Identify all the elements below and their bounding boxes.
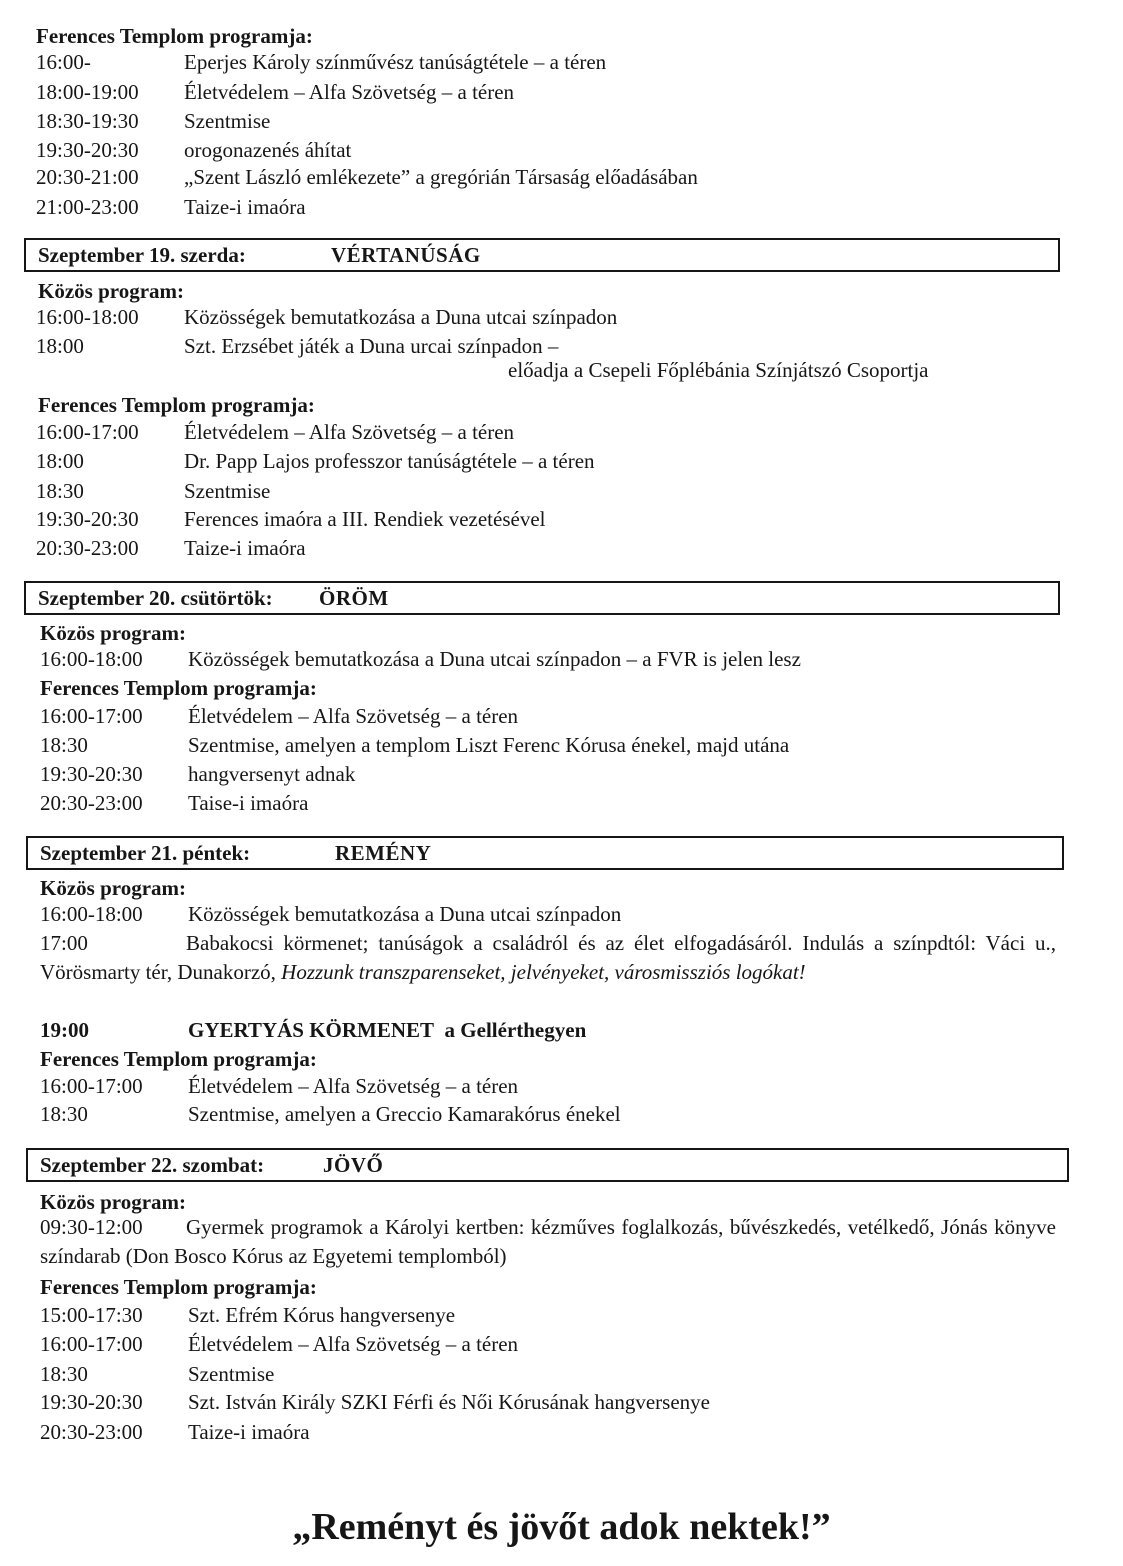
time: 19:30-20:30 (36, 138, 139, 162)
time: 17:00 (40, 931, 88, 955)
time: 21:00-23:00 (36, 195, 139, 219)
desc: Életvédelem – Alfa Szövetség – a téren (188, 1074, 519, 1098)
time: 18:30 (36, 479, 84, 503)
ferences-header: Ferences Templom programja: (40, 676, 317, 700)
desc: Ferences imaóra a III. Rendiek vezetésével (184, 507, 546, 531)
time: 18:30 (40, 733, 88, 757)
list-item-paragraph (40, 1213, 1056, 1271)
desc-italic: Hozzunk transzparenseket, jelvényeket, városmissziós logókat! (281, 960, 806, 984)
day-name: Szeptember 19. szerda: (38, 243, 246, 267)
day-name: Szeptember 21. péntek: (40, 841, 251, 865)
time: 18:00 (36, 449, 84, 473)
desc: Szentmise (184, 109, 271, 133)
time: 19:00 (40, 1018, 89, 1042)
desc: Szt. Erzsébet játék a Duna urcai színpadon – (184, 334, 559, 358)
desc: Szentmise (184, 479, 271, 503)
day-header-20 (24, 581, 1060, 615)
desc: Szt. István Király SZKI Férfi és Női Kórusának hangversenye (188, 1390, 710, 1414)
day-name: Szeptember 20. csütörtök: (38, 586, 273, 610)
desc: Taise-i imaóra (188, 791, 309, 815)
desc: Eperjes Károly színművész tanúságtétele – a téren (184, 50, 607, 74)
desc: Dr. Papp Lajos professzor tanúságtétele – a téren (184, 449, 595, 473)
time: 20:30-23:00 (36, 536, 139, 560)
ferences-header: Ferences Templom programja: (38, 393, 315, 417)
desc: Életvédelem – Alfa Szövetség – a téren (184, 420, 515, 444)
time: 18:30-19:30 (36, 109, 139, 133)
time: 18:00 (36, 334, 84, 358)
motto: „Reményt és jövőt adok nektek!” (292, 1506, 831, 1548)
desc: Szt. Efrém Kórus hangversenye (188, 1303, 456, 1327)
common-header: Közös program: (40, 1190, 187, 1214)
time: 19:30-20:30 (40, 1390, 143, 1414)
day-header-22 (26, 1148, 1069, 1182)
desc: Szentmise (188, 1362, 275, 1386)
desc: Gyermek programok a Károlyi kertben: kézműves foglalkozás, bűvészkedés, vetélkedő, Jónás könyve színdarab (Don Bosco Kórus az Egyetemi templomból) (40, 1215, 1056, 1268)
time: 16:00-18:00 (40, 902, 143, 926)
time: 20:30-23:00 (40, 791, 143, 815)
desc (188, 1016, 586, 1044)
time: 16:00-18:00 (40, 647, 143, 671)
time: 16:00-17:00 (40, 1074, 143, 1098)
day-header-19 (24, 238, 1060, 272)
desc: Életvédelem – Alfa Szövetség – a téren (188, 1332, 519, 1356)
common-header: Közös program: (40, 876, 187, 900)
time: 09:30-12:00 (40, 1215, 143, 1239)
time: 19:30-20:30 (40, 762, 143, 786)
desc: Életvédelem – Alfa Szövetség – a téren (184, 80, 515, 104)
desc: Szentmise, amelyen a templom Liszt Ferenc Kórusa énekel, majd utána (188, 733, 790, 757)
common-header: Közös program: (38, 279, 185, 303)
time: 16:00- (36, 50, 91, 74)
list-item-paragraph (40, 929, 1056, 987)
desc: Közösségek bemutatkozása a Duna utcai színpadon (188, 902, 622, 926)
time: 18:30 (40, 1362, 88, 1386)
common-header: Közös program: (40, 621, 187, 645)
day-theme: REMÉNY (335, 841, 432, 865)
time: 19:30-20:30 (36, 507, 139, 531)
time: 16:00-17:00 (36, 420, 139, 444)
day-theme: VÉRTANÚSÁG (331, 243, 481, 267)
desc-rest: a Gellérthegyen (444, 1018, 587, 1042)
desc: Életvédelem – Alfa Szövetség – a téren (188, 704, 519, 728)
desc: orogonazenés áhítat (184, 138, 352, 162)
time: 20:30-21:00 (36, 165, 139, 189)
time: 16:00-17:00 (40, 704, 143, 728)
ferences-header: Ferences Templom programja: (36, 24, 313, 48)
time: 20:30-23:00 (40, 1420, 143, 1444)
ferences-header: Ferences Templom programja: (40, 1275, 317, 1299)
time: 15:00-17:30 (40, 1303, 143, 1327)
day-header-21 (26, 836, 1064, 870)
day-theme: JÖVŐ (323, 1153, 384, 1177)
time: 16:00-17:00 (40, 1332, 143, 1356)
desc: Szentmise, amelyen a Greccio Kamarakórus énekel (188, 1102, 621, 1126)
desc: Taize-i imaóra (184, 536, 306, 560)
desc-bold: GYERTYÁS KÖRMENET (188, 1018, 435, 1042)
desc: Taize-i imaóra (184, 195, 306, 219)
list-item-continuation: előadja a Csepeli Főplébánia Színjátszó Csoportja (508, 358, 929, 382)
desc: Közösségek bemutatkozása a Duna utcai színpadon (184, 305, 618, 329)
time: 16:00-18:00 (36, 305, 139, 329)
day-name: Szeptember 22. szombat: (40, 1153, 265, 1177)
time: 18:30 (40, 1102, 88, 1126)
ferences-header: Ferences Templom programja: (40, 1047, 317, 1071)
desc: hangversenyt adnak (188, 762, 356, 786)
day-theme: ÖRÖM (319, 586, 389, 610)
time: 18:00-19:00 (36, 80, 139, 104)
desc: Babakocsi körmenet; tanúságok a családról és az élet elfogadásáról. Indulás a színpdtól: Váci u., Vörösmarty tér, Dunakorzó, (40, 931, 1056, 984)
desc: „Szent László emlékezete” a gregórián Társaság előadásában (184, 165, 698, 189)
desc: Taize-i imaóra (188, 1420, 310, 1444)
desc: Közösségek bemutatkozása a Duna utcai színpadon – a FVR is jelen lesz (188, 647, 801, 671)
